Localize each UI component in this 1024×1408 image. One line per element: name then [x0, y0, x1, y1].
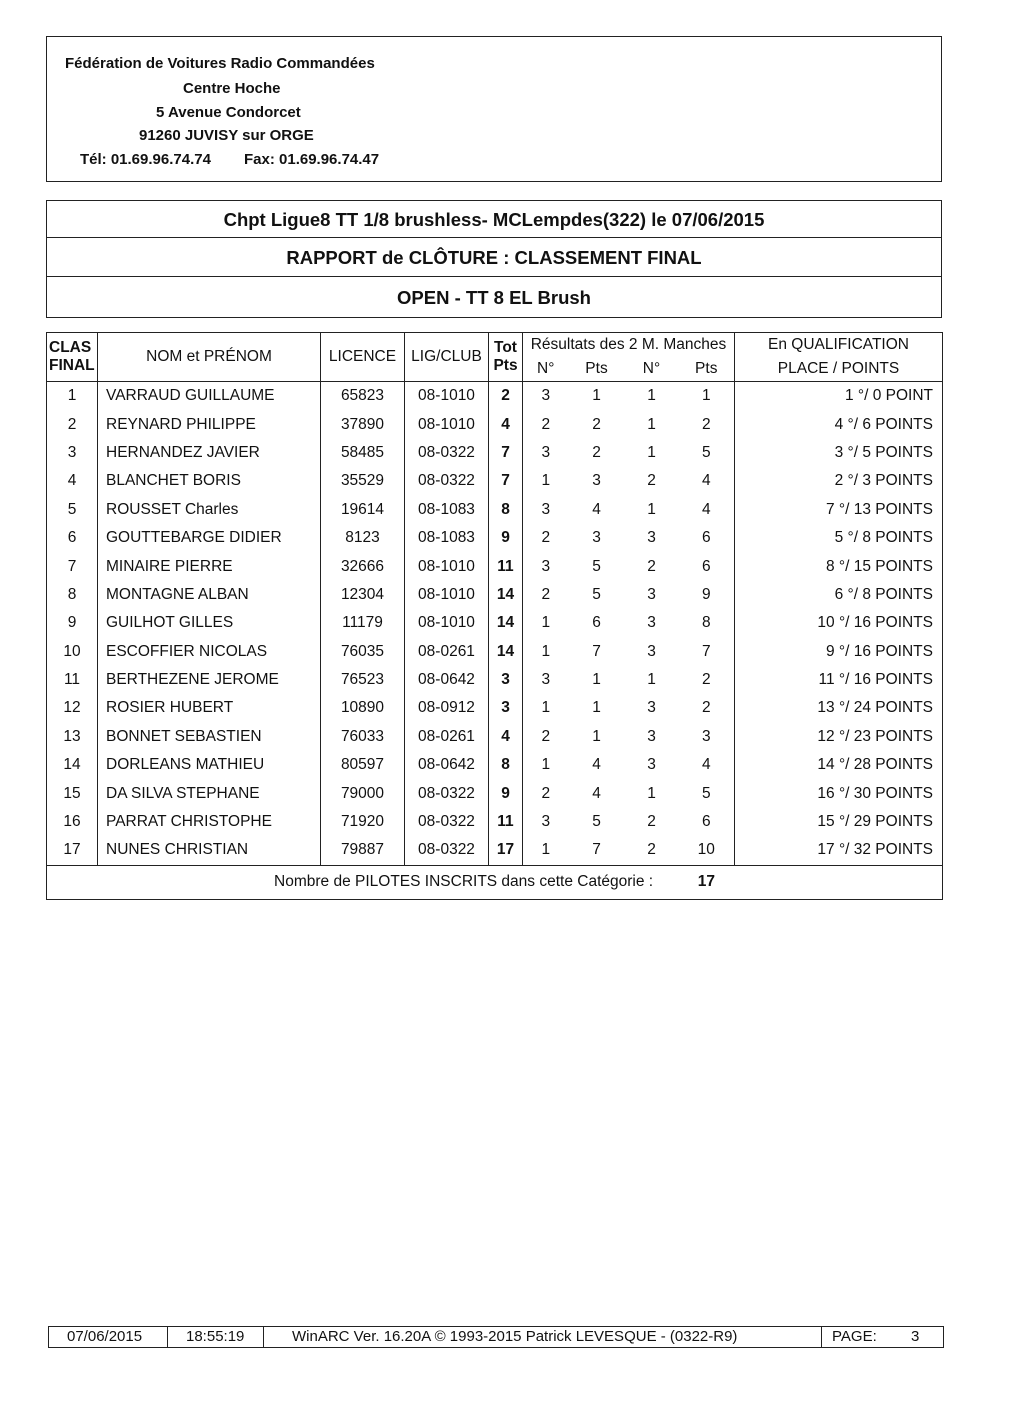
heat2-points-cell: 3: [679, 723, 735, 751]
club-cell: 08-1083: [405, 524, 489, 552]
qualification-cell: 8 °/ 15 POINTS: [735, 552, 943, 580]
licence-cell: 19614: [321, 496, 405, 524]
table-body: [47, 382, 943, 866]
licence-cell: 8123: [321, 524, 405, 552]
category-title: OPEN - TT 8 EL Brush: [397, 287, 591, 308]
title-divider: [47, 237, 941, 238]
header-club: LIG/CLUB: [405, 333, 489, 382]
page-footer: [48, 1326, 944, 1348]
club-cell: 08-0642: [405, 751, 489, 779]
heat1-number-cell: 3: [523, 496, 569, 524]
heat2-points-cell: 2: [679, 666, 735, 694]
heat2-number-cell: 2: [647, 813, 656, 831]
heat1-points-cell: 4: [592, 500, 601, 518]
header-final: FINAL: [49, 357, 95, 374]
club-cell: 08-1010: [405, 609, 489, 637]
heat2-number-cell: 2: [647, 472, 656, 490]
heat1-points-cell: 4: [592, 784, 601, 802]
table-row: [47, 751, 943, 779]
heat2-number-cell: 3: [647, 642, 656, 660]
qualification-cell: 6 °/ 8 POINTS: [735, 581, 943, 609]
heat2-points-cell: 1: [679, 382, 735, 411]
total-points-cell: 4: [489, 410, 523, 438]
table-row: [47, 666, 943, 694]
federation-name: Fédération de Voitures Radio Commandées: [65, 55, 375, 72]
licence-cell: 37890: [321, 410, 405, 438]
rank-cell: 10: [47, 638, 98, 666]
pilot-name-cell: NUNES CHRISTIAN: [98, 836, 321, 865]
table-row: [47, 779, 943, 807]
licence-cell: 11179: [321, 609, 405, 637]
header-tot: Tot: [494, 339, 517, 357]
heat1-points-cell: 2: [592, 443, 601, 461]
club-cell: 08-1010: [405, 552, 489, 580]
licence-cell: 79000: [321, 779, 405, 807]
qualification-cell: 2 °/ 3 POINTS: [735, 467, 943, 495]
heat2-points-cell: 4: [679, 467, 735, 495]
heat1-number-cell: 3: [523, 382, 569, 411]
rank-cell: 17: [47, 836, 98, 865]
heat2-number-cell: 1: [647, 415, 656, 433]
rank-cell: 2: [47, 410, 98, 438]
pilot-name-cell: DA SILVA STEPHANE: [98, 779, 321, 807]
heat2-number-cell: 1: [647, 671, 656, 689]
total-points-cell: 7: [489, 467, 523, 495]
licence-cell: 32666: [321, 552, 405, 580]
table-row: [47, 496, 943, 524]
licence-cell: 76033: [321, 723, 405, 751]
qualification-cell: 16 °/ 30 POINTS: [735, 779, 943, 807]
club-cell: 08-0322: [405, 779, 489, 807]
header-pts: Pts: [493, 357, 518, 374]
heat1-number-cell: 1: [523, 467, 569, 495]
club-cell: 08-0322: [405, 808, 489, 836]
heat1-points-cell: 3: [592, 472, 601, 490]
heat2-points-cell: 6: [679, 524, 735, 552]
pilot-name-cell: ROUSSET Charles: [98, 496, 321, 524]
qualification-cell: 12 °/ 23 POINTS: [735, 723, 943, 751]
heat1-points-cell: 1: [592, 387, 601, 405]
club-cell: 08-1010: [405, 581, 489, 609]
rank-cell: 12: [47, 694, 98, 722]
heat1-points-cell: 4: [592, 756, 601, 774]
total-points-cell: 11: [489, 808, 523, 836]
pilot-name-cell: VARRAUD GUILLAUME: [98, 382, 321, 411]
rank-cell: 8: [47, 581, 98, 609]
heat2-number-cell: 1: [647, 387, 656, 405]
heat2-points-cell: 7: [679, 638, 735, 666]
pilot-name-cell: BERTHEZENE JEROME: [98, 666, 321, 694]
qualification-cell: 13 °/ 24 POINTS: [735, 694, 943, 722]
total-points-cell: 11: [489, 552, 523, 580]
heat2-number-cell: 3: [647, 614, 656, 632]
heat2-points-cell: 10: [679, 836, 735, 865]
pilot-name-cell: MONTAGNE ALBAN: [98, 581, 321, 609]
heat2-number-cell: 1: [647, 500, 656, 518]
qualification-cell: 9 °/ 16 POINTS: [735, 638, 943, 666]
heat2-number-cell: 3: [647, 585, 656, 603]
qualification-cell: 11 °/ 16 POINTS: [735, 666, 943, 694]
table-row: [47, 638, 943, 666]
club-cell: 08-1010: [405, 382, 489, 411]
qualification-cell: 17 °/ 32 POINTS: [735, 836, 943, 865]
pilot-count-row: [47, 865, 943, 899]
header-qualification: En QUALIFICATION: [735, 333, 943, 358]
heat2-number-cell: 3: [647, 699, 656, 717]
heat1-number-cell: 3: [523, 439, 569, 467]
footer-date: 07/06/2015: [67, 1328, 143, 1345]
heat1-points-cell: 5: [592, 585, 601, 603]
heat1-number-cell: 1: [523, 638, 569, 666]
total-points-cell: 9: [489, 524, 523, 552]
heat2-points-cell: 8: [679, 609, 735, 637]
header-licence: LICENCE: [321, 333, 405, 382]
total-points-cell: 14: [489, 609, 523, 637]
table-row: [47, 524, 943, 552]
club-cell: 08-0322: [405, 439, 489, 467]
heat2-number-cell: 3: [647, 727, 656, 745]
licence-cell: 76035: [321, 638, 405, 666]
table-row: [47, 581, 943, 609]
qualification-cell: 14 °/ 28 POINTS: [735, 751, 943, 779]
qualification-cell: 15 °/ 29 POINTS: [735, 808, 943, 836]
footer-software: WinARC Ver. 16.20A © 1993-2015 Patrick LEVESQUE - (0322-R9): [292, 1328, 738, 1345]
rank-cell: 5: [47, 496, 98, 524]
header-place-points: PLACE / POINTS: [735, 358, 943, 382]
licence-cell: 79887: [321, 836, 405, 865]
club-cell: 08-0261: [405, 638, 489, 666]
club-cell: 08-0261: [405, 723, 489, 751]
heat2-number-cell: 2: [625, 836, 679, 865]
table-row: [47, 694, 943, 722]
federation-address-box: [46, 36, 942, 182]
heat1-points-cell: 1: [592, 727, 601, 745]
rank-cell: 6: [47, 524, 98, 552]
table-row: [47, 808, 943, 836]
street-address: 5 Avenue Condorcet: [156, 104, 301, 121]
rank-cell: 13: [47, 723, 98, 751]
heat2-number-cell: 3: [647, 529, 656, 547]
city-address: 91260 JUVISY sur ORGE: [139, 127, 314, 144]
header-pts1: Pts: [569, 358, 625, 382]
total-points-cell: 7: [489, 439, 523, 467]
heat2-number-cell: 1: [647, 784, 656, 802]
pilot-name-cell: BONNET SEBASTIEN: [98, 723, 321, 751]
heat1-number-cell: 1: [523, 609, 569, 637]
club-cell: 08-0642: [405, 666, 489, 694]
heat1-points-cell: 7: [569, 836, 625, 865]
rank-cell: 1: [47, 382, 98, 411]
pilot-name-cell: GOUTTEBARGE DIDIER: [98, 524, 321, 552]
club-cell: 08-0912: [405, 694, 489, 722]
club-cell: 08-1010: [405, 410, 489, 438]
total-points-cell: 8: [489, 751, 523, 779]
qualification-cell: 7 °/ 13 POINTS: [735, 496, 943, 524]
pilot-name-cell: HERNANDEZ JAVIER: [98, 439, 321, 467]
heat1-points-cell: 3: [592, 529, 601, 547]
rank-cell: 11: [47, 666, 98, 694]
total-points-cell: 14: [489, 581, 523, 609]
table-row: [47, 439, 943, 467]
header-clas-final: [47, 333, 98, 382]
licence-cell: 80597: [321, 751, 405, 779]
fax: Fax: 01.69.96.74.47: [244, 151, 380, 168]
rank-cell: 3: [47, 439, 98, 467]
total-points-cell: 8: [489, 496, 523, 524]
total-points-cell: 9: [489, 779, 523, 807]
heat1-number-cell: 1: [523, 751, 569, 779]
report-titles-box: [46, 200, 942, 318]
table-row: [47, 382, 943, 411]
club-cell: 08-0322: [405, 836, 489, 865]
table-row: [47, 609, 943, 637]
heat2-number-cell: 3: [647, 756, 656, 774]
footer-page-label: PAGE:: [832, 1328, 877, 1345]
total-points-cell: 2: [489, 382, 523, 411]
heat1-number-cell: 2: [523, 723, 569, 751]
rank-cell: 15: [47, 779, 98, 807]
table-row: [47, 723, 943, 751]
qualification-cell: 10 °/ 16 POINTS: [735, 609, 943, 637]
total-points-cell: 3: [489, 666, 523, 694]
heat1-number-cell: 2: [523, 581, 569, 609]
total-points-cell: 17: [489, 836, 523, 865]
centre-name: Centre Hoche: [183, 80, 281, 97]
heat1-number-cell: 2: [523, 779, 569, 807]
rank-cell: 14: [47, 751, 98, 779]
heat2-points-cell: 6: [679, 808, 735, 836]
total-points-cell: 4: [489, 723, 523, 751]
heat1-number-cell: 1: [523, 694, 569, 722]
heat1-points-cell: 1: [592, 699, 601, 717]
heat2-points-cell: 2: [679, 410, 735, 438]
header-clas: CLAS: [49, 339, 92, 357]
event-title: Chpt Ligue8 TT 1/8 brushless- MCLempdes(322) le 07/06/2015: [223, 209, 765, 230]
qualification-cell: 1 °/ 0 POINT: [735, 382, 943, 411]
club-cell: 08-1083: [405, 496, 489, 524]
pilot-name-cell: DORLEANS MATHIEU: [98, 751, 321, 779]
heat1-number-cell: 1: [523, 836, 569, 865]
table-row: [47, 467, 943, 495]
table-row: [47, 836, 943, 865]
pilot-name-cell: GUILHOT GILLES: [98, 609, 321, 637]
licence-cell: 65823: [321, 382, 405, 411]
heat1-number-cell: 2: [523, 524, 569, 552]
qualification-cell: 3 °/ 5 POINTS: [735, 439, 943, 467]
total-points-cell: 3: [489, 694, 523, 722]
heat2-points-cell: 5: [679, 779, 735, 807]
heat1-number-cell: 2: [523, 410, 569, 438]
heat1-number-cell: 3: [523, 666, 569, 694]
telephone: Tél: 01.69.96.74.74: [80, 151, 211, 168]
heat2-points-cell: 4: [679, 496, 735, 524]
heat1-points-cell: 5: [592, 557, 601, 575]
licence-cell: 76523: [321, 666, 405, 694]
heat1-number-cell: 3: [523, 808, 569, 836]
pilot-name-cell: PARRAT CHRISTOPHE: [98, 808, 321, 836]
rank-cell: 16: [47, 808, 98, 836]
heat2-points-cell: 4: [679, 751, 735, 779]
total-points-cell: 14: [489, 638, 523, 666]
heat2-number-cell: 2: [647, 557, 656, 575]
table-row: [47, 552, 943, 580]
heat1-points-cell: 2: [592, 415, 601, 433]
heat1-number-cell: 3: [523, 552, 569, 580]
title-divider: [47, 276, 941, 277]
heat1-points-cell: 6: [592, 614, 601, 632]
licence-cell: 58485: [321, 439, 405, 467]
pilot-name-cell: ROSIER HUBERT: [98, 694, 321, 722]
pilot-name-cell: BLANCHET BORIS: [98, 467, 321, 495]
pilot-name-cell: REYNARD PHILIPPE: [98, 410, 321, 438]
licence-cell: 10890: [321, 694, 405, 722]
heat2-points-cell: 2: [679, 694, 735, 722]
pilot-count-value: 17: [697, 873, 715, 891]
rank-cell: 9: [47, 609, 98, 637]
header-n2: N°: [625, 358, 679, 382]
header-total-points: [489, 333, 523, 382]
table-footer: [47, 865, 943, 899]
footer-time: 18:55:19: [186, 1328, 245, 1345]
table-header: [47, 333, 943, 382]
heat2-points-cell: 9: [679, 581, 735, 609]
header-pts2: Pts: [679, 358, 735, 382]
pilot-name-cell: ESCOFFIER NICOLAS: [98, 638, 321, 666]
heat2-number-cell: 1: [647, 443, 656, 461]
qualification-cell: 4 °/ 6 POINTS: [735, 410, 943, 438]
heat1-points-cell: 1: [592, 671, 601, 689]
qualification-cell: 5 °/ 8 POINTS: [735, 524, 943, 552]
club-cell: 08-0322: [405, 467, 489, 495]
header-n1: N°: [523, 358, 569, 382]
report-title: RAPPORT de CLÔTURE : CLASSEMENT FINAL: [286, 247, 702, 268]
heat1-points-cell: 7: [592, 642, 601, 660]
final-ranking-table: [46, 332, 943, 900]
heat2-points-cell: 6: [679, 552, 735, 580]
pilot-name-cell: MINAIRE PIERRE: [98, 552, 321, 580]
heat1-points-cell: 5: [592, 813, 601, 831]
licence-cell: 71920: [321, 808, 405, 836]
table-row: [47, 410, 943, 438]
licence-cell: 12304: [321, 581, 405, 609]
rank-cell: 7: [47, 552, 98, 580]
licence-cell: 35529: [321, 467, 405, 495]
footer-page-number: 3: [911, 1328, 920, 1345]
rank-cell: 4: [47, 467, 98, 495]
header-results: Résultats des 2 M. Manches: [523, 333, 735, 358]
heat2-points-cell: 5: [679, 439, 735, 467]
pilot-count-label: Nombre de PILOTES INSCRITS dans cette Catégorie :: [274, 873, 654, 891]
header-name: NOM et PRÉNOM: [98, 333, 321, 382]
